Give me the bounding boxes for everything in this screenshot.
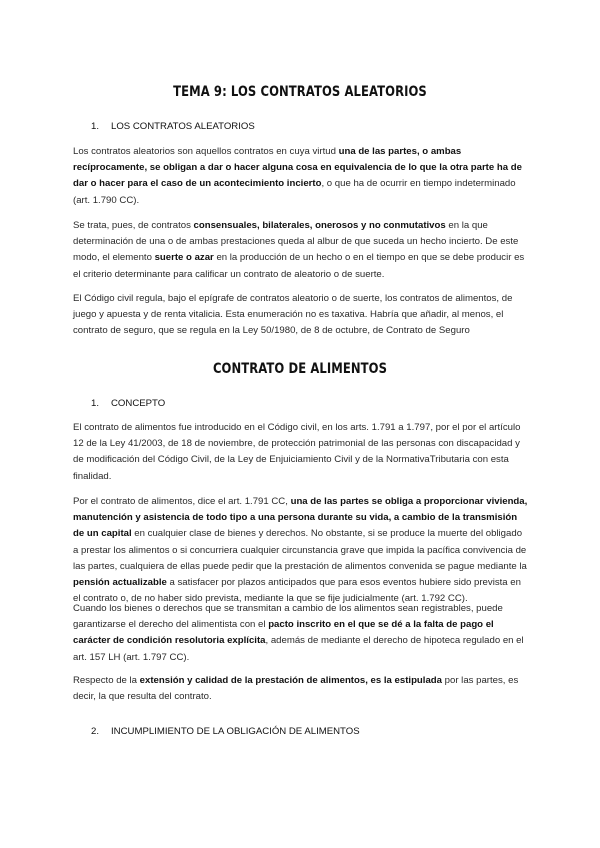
bold-text: consensuales, bilaterales, onerosos y no conmutativos <box>193 220 446 231</box>
text-run: El contrato de alimentos fue introducido en el Código civil, en los arts. 1.791 a 1.797, por el por el artículo 12 de la Ley 41/2003, de 18 de noviembre, de protección patrimonial de las personas con discapacidad y de modificación del Código Civil, de la Ley de Enjuiciamiento Civil y de la NormativaTributaria con esta finalidad. <box>73 422 521 482</box>
paragraph-regulation <box>73 291 529 340</box>
section-heading-contratos-aleatorios <box>91 121 255 132</box>
text-run: en la producción de un hecho o en el tiempo en que se debe producir es el criterio determinante para calificar un contrato de aleatorio o de suerte. <box>73 252 525 280</box>
text-run: Cuando los bienes o derechos que se transmitan a cambio de los alimentos sean registrables, puede garantizarse el derecho del alimentista con el <box>73 603 503 631</box>
bold-text: pensión actualizable <box>73 577 167 589</box>
section-heading-incumplimiento <box>91 726 360 737</box>
paragraph-guarantee <box>73 601 529 666</box>
text-run: , o que ha de ocurrir en tiempo indeterminado (art. 1.790 CC). <box>73 178 516 206</box>
section-title-alimentos: CONTRATO DE ALIMENTOS <box>212 361 388 377</box>
section-number: 1. <box>91 398 100 409</box>
text-run: Se trata, pues, de contratos <box>73 220 194 231</box>
paragraph-definition <box>73 144 529 209</box>
text-run: El Código civil regula, bajo el epígrafe de contratos aleatorio o de suerte, los contratos de alimentos, de juego y apuesta y de renta vitalicia. Esta enumeración no es taxativa. Habría que añadir, al menos, el contrato de seguro, que se regula en la Ley 50/1980, de 8 de octubre, de Contrato de Seguro <box>73 293 513 337</box>
text-run: Los contratos aleatorios son aquellos contratos en cuya virtud <box>73 146 339 157</box>
bold-text: extensión y calidad de la prestación de alimentos, es la estipulada <box>139 675 442 686</box>
paragraph-characteristics <box>73 218 529 283</box>
bold-text: suerte o azar <box>154 252 214 264</box>
section-label: INCUMPLIMIENTO DE LA OBLIGACIÓN DE ALIMENTOS <box>111 726 360 737</box>
bold-text: una de las partes se obliga a proporcionar vivienda, manutención y asistencia de todo tipo a una persona durante su vida, a cambio de la transmisión de un capital <box>73 496 528 540</box>
text-run: Por el contrato de alimentos, dice el art. 1.791 CC, <box>73 496 291 507</box>
bold-text: una de las partes, o ambas recíprocamente, se obligan a dar o hacer alguna cosa en equivalencia de lo que la otra parte ha de dar o hacer para el caso de un acontecimiento incierto <box>73 146 522 190</box>
bold-text: pacto inscrito en el que se dé a la falta de pago el carácter de condición resolutoria explícita <box>73 619 494 647</box>
paragraph-extension <box>73 673 529 705</box>
text-run: en cualquier clase de bienes y derechos. No obstante, si se produce la muerte del obligado a prestar los alimentos o si concurriera cualquier circunstancia grave que impida la pacífica convivencia de las partes, cualquiera de ellas puede pedir que la prestación de alimentos convenida se pague mediante la <box>73 528 527 572</box>
section-heading-concepto <box>91 398 165 409</box>
text-run: Respecto de la <box>73 675 140 686</box>
section-number: 1. <box>91 121 100 132</box>
page-title: TEMA 9: LOS CONTRATOS ALEATORIOS <box>173 84 427 100</box>
text-run: , además de mediante el derecho de hipoteca regulado en el art. 157 LH (art. 1.797 CC). <box>73 635 524 663</box>
text-run: por las partes, es decir, la que resulta del contrato. <box>73 675 519 703</box>
text-run: a satisfacer por plazos anticipados que para esos eventos hubiere sido prevista en el contrato o, de no haber sido prevista, mediante la que se fije judicialmente (art. 1.792 CC). <box>73 577 521 605</box>
text-run: en la que determinación de una o de ambas prestaciones queda al albur de que suceda un hecho incierto. De este modo, el elemento <box>73 220 519 264</box>
section-label: LOS CONTRATOS ALEATORIOS <box>111 121 255 132</box>
paragraph-contract-definition <box>73 494 529 607</box>
section-label: CONCEPTO <box>111 398 166 409</box>
section-number: 2. <box>91 726 100 737</box>
paragraph-introduction <box>73 420 529 485</box>
